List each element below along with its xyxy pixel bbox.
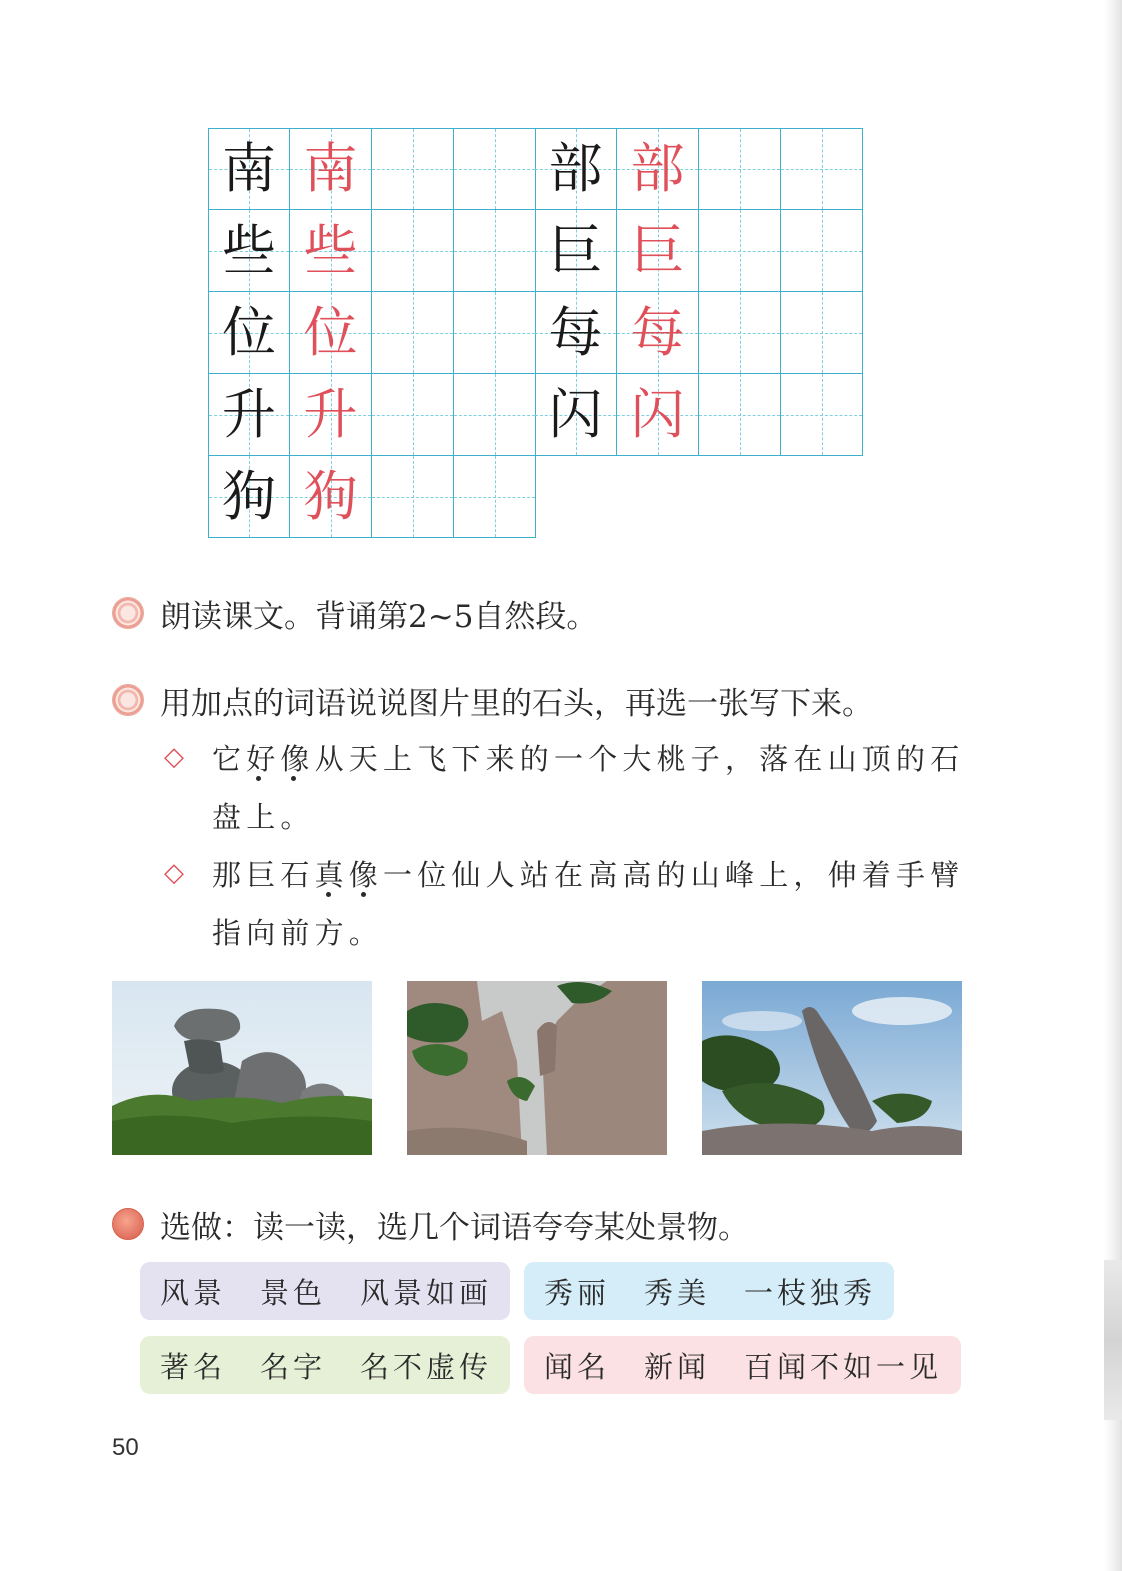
word-group-scenery	[140, 1262, 510, 1320]
grid-cell	[290, 292, 372, 374]
word: 新闻	[644, 1349, 711, 1384]
grid-cell-empty[interactable]	[372, 374, 454, 456]
emphasis-dot	[326, 892, 331, 897]
solid-bullet-icon	[112, 1208, 144, 1240]
grid-cell-empty[interactable]	[454, 210, 536, 292]
writing-grid-right	[535, 128, 863, 456]
example-sentence-2-line-2: 指向前方。	[212, 916, 384, 950]
word: 著名	[160, 1349, 227, 1384]
trace-char: 狗	[303, 464, 358, 528]
page-edge	[1104, 0, 1122, 1571]
trace-char: 部	[630, 137, 685, 200]
grid-cell-empty[interactable]	[699, 128, 781, 210]
word: 秀美	[644, 1275, 711, 1310]
model-char: 些	[222, 218, 276, 282]
trace-char: 闪	[630, 382, 685, 446]
word: 名不虚传	[360, 1349, 493, 1384]
grid-cell	[208, 374, 290, 456]
grid-cell-empty[interactable]	[372, 456, 454, 538]
grid-cell-empty[interactable]	[781, 128, 863, 210]
word: 风景如画	[360, 1275, 493, 1310]
emphasis-dot	[291, 776, 296, 781]
trace-char: 巨	[630, 218, 685, 282]
grid-cell	[208, 456, 290, 538]
model-char: 升	[222, 382, 276, 446]
grid-cell	[208, 128, 290, 210]
model-char: 南	[222, 137, 276, 200]
grid-cell	[617, 210, 699, 292]
model-char: 巨	[548, 218, 603, 282]
grid-cell-empty[interactable]	[454, 128, 536, 210]
word: 风景	[160, 1275, 227, 1310]
word: 百闻不如一见	[744, 1349, 943, 1384]
grid-cell-empty[interactable]	[372, 292, 454, 374]
grid-cell	[617, 292, 699, 374]
word-group-beautiful	[524, 1262, 894, 1320]
grid-cell-empty[interactable]	[699, 374, 781, 456]
grid-cell	[535, 210, 617, 292]
photo-flying-stone	[702, 981, 962, 1155]
grid-cell	[290, 456, 372, 538]
example-sentence-2-line-1: 那巨石真像一位仙人站在高高的山峰上，伸着手臂	[212, 858, 965, 892]
grid-cell-empty[interactable]	[372, 210, 454, 292]
trace-char: 位	[303, 300, 358, 364]
word-group-renowned	[524, 1336, 961, 1394]
diamond-bullet-icon: ◇	[164, 858, 184, 888]
model-char: 狗	[222, 464, 276, 528]
model-char: 闪	[548, 382, 603, 446]
seal-bullet-icon	[112, 597, 144, 629]
grid-cell	[290, 374, 372, 456]
grid-cell-empty[interactable]	[454, 456, 536, 538]
grid-cell-empty[interactable]	[699, 210, 781, 292]
trace-char: 升	[303, 382, 358, 446]
grid-cell	[617, 374, 699, 456]
diamond-bullet-icon: ◇	[164, 742, 184, 772]
model-char: 位	[222, 300, 276, 364]
example-sentence-1-line-1: 它好像从天上飞下来的一个大桃子，落在山顶的石	[212, 742, 965, 776]
grid-cell-empty[interactable]	[372, 128, 454, 210]
page-number: 50	[112, 1434, 139, 1461]
grid-cell-empty[interactable]	[781, 210, 863, 292]
photo-immortal-stone	[407, 981, 667, 1155]
word: 闻名	[544, 1349, 611, 1384]
grid-cell	[290, 128, 372, 210]
trace-char: 南	[303, 137, 358, 200]
grid-cell-empty[interactable]	[781, 374, 863, 456]
photo-peach-stone	[112, 981, 372, 1155]
grid-cell	[535, 292, 617, 374]
exercise-optional: 选做：读一读，选几个词语夸夸某处景物。	[160, 1210, 749, 1246]
model-char: 每	[548, 300, 603, 364]
example-sentence-1-line-2: 盘上。	[212, 800, 315, 834]
grid-cell-empty[interactable]	[699, 292, 781, 374]
trace-char: 每	[630, 300, 685, 364]
grid-cell	[535, 128, 617, 210]
word: 名字	[260, 1349, 327, 1384]
grid-cell-empty[interactable]	[781, 292, 863, 374]
exercise-describe-instruction: 用加点的词语说说图片里的石头，再选一张写下来。	[160, 686, 873, 722]
word: 一枝独秀	[744, 1275, 877, 1310]
emphasis-dot	[361, 892, 366, 897]
model-char: 部	[548, 137, 603, 200]
trace-char: 些	[303, 218, 358, 282]
grid-cell-empty[interactable]	[454, 374, 536, 456]
grid-cell	[617, 128, 699, 210]
grid-cell	[208, 210, 290, 292]
word: 秀丽	[544, 1275, 611, 1310]
grid-cell	[290, 210, 372, 292]
word-group-famous	[140, 1336, 510, 1394]
seal-bullet-icon	[112, 684, 144, 716]
grid-cell	[535, 374, 617, 456]
grid-cell	[208, 292, 290, 374]
word: 景色	[260, 1275, 327, 1310]
writing-grid-left	[208, 128, 536, 538]
emphasis-dot	[256, 776, 261, 781]
exercise-read-aloud: 朗读课文。背诵第2~5自然段。	[160, 599, 598, 635]
grid-cell-empty[interactable]	[454, 292, 536, 374]
